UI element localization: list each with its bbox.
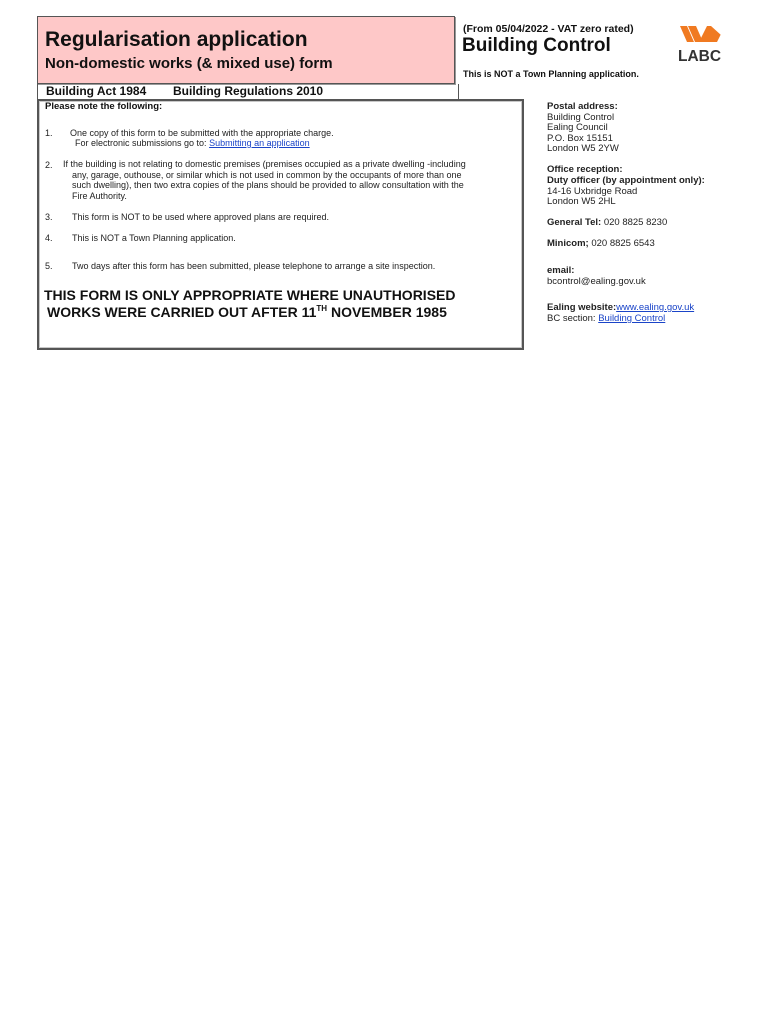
note-1-subline — [75, 138, 310, 149]
postal-line-1: Building Control — [547, 112, 615, 123]
note-3-number: 3. — [45, 212, 53, 222]
ealing-website-link[interactable]: www.ealing.gov.uk — [616, 302, 695, 313]
submitting-application-link[interactable]: Submitting an application — [209, 138, 310, 148]
labc-logo-text: LABC — [678, 48, 722, 64]
form-subtitle: Non-domestic works (& mixed use) form — [45, 55, 333, 72]
bc-section-label: BC section: — [547, 313, 596, 324]
note-2-line-2: any, garage, outhouse, or similar which is not used in common by the occupants of more than one — [72, 170, 462, 180]
email-label: email: — [547, 265, 575, 276]
minicom-value: 020 8825 6543 — [591, 238, 655, 249]
note-2-line-1: If the building is not relating to domestic premises (premises occupied as a private dwelling -including — [63, 159, 466, 169]
note-2-number: 2. — [45, 160, 53, 170]
warning-notice — [44, 287, 514, 320]
general-tel-label: General Tel: — [547, 217, 602, 228]
note-1-subtext: For electronic submissions go to: — [75, 138, 207, 148]
office-line-1: 14-16 Uxbridge Road — [547, 186, 638, 197]
warning-superscript: TH — [316, 303, 328, 313]
note-5-number: 5. — [45, 261, 53, 271]
building-regulations-label: Building Regulations 2010 — [173, 84, 324, 98]
email-value: bcontrol@ealing.gov.uk — [547, 276, 646, 287]
warning-line-1: THIS FORM IS ONLY APPROPRIATE WHERE UNAUTHORISED — [44, 287, 456, 303]
department-title: Building Control — [462, 35, 611, 56]
ealing-website-label: Ealing website: — [547, 302, 617, 313]
warning-line-2-start: WORKS WERE CARRIED OUT AFTER 11 — [47, 303, 317, 320]
warning-line-2-end: NOVEMBER 1985 — [327, 303, 447, 320]
form-title: Regularisation application — [45, 28, 308, 51]
warning-line-2 — [44, 304, 514, 321]
note-3-text: This form is NOT to be used where approved plans are required. — [72, 212, 329, 222]
note-4-number: 4. — [45, 233, 53, 243]
postal-line-4: London W5 2YW — [547, 143, 619, 154]
duty-officer-heading: Duty officer (by appointment only): — [547, 175, 705, 186]
building-act-label: Building Act 1984 — [46, 84, 147, 98]
note-2-line-3: such dwelling), then two extra copies of the plans should be provided to allow consultation with the — [72, 180, 464, 190]
minicom-label: Minicom; — [547, 238, 589, 249]
labc-logo-icon — [680, 26, 727, 42]
labc-logo — [677, 22, 735, 64]
note-2-line-4: Fire Authority. — [72, 191, 127, 201]
postal-line-3: P.O. Box 15151 — [547, 133, 613, 144]
postal-line-2: Ealing Council — [547, 122, 608, 133]
note-5-text: Two days after this form has been submitted, please telephone to arrange a site inspection. — [72, 261, 436, 271]
bc-section — [547, 313, 665, 324]
office-line-2: London W5 2HL — [547, 196, 616, 207]
postal-address-heading: Postal address: — [547, 101, 618, 112]
vat-note: (From 05/04/2022 - VAT zero rated) — [463, 23, 634, 35]
note-1-number: 1. — [45, 128, 53, 138]
note-1-text: One copy of this form to be submitted with the appropriate charge. — [70, 128, 334, 138]
notes-heading: Please note the following: — [45, 101, 163, 112]
building-control-link[interactable]: Building Control — [598, 313, 666, 324]
ealing-website — [547, 302, 694, 313]
general-tel-value: 020 8825 8230 — [603, 217, 668, 228]
minicom — [547, 238, 655, 249]
office-reception-heading: Office reception: — [547, 164, 623, 175]
not-planning-note: This is NOT a Town Planning application. — [463, 69, 639, 79]
note-4-text: This is NOT a Town Planning application. — [72, 233, 236, 243]
general-tel — [547, 217, 667, 228]
